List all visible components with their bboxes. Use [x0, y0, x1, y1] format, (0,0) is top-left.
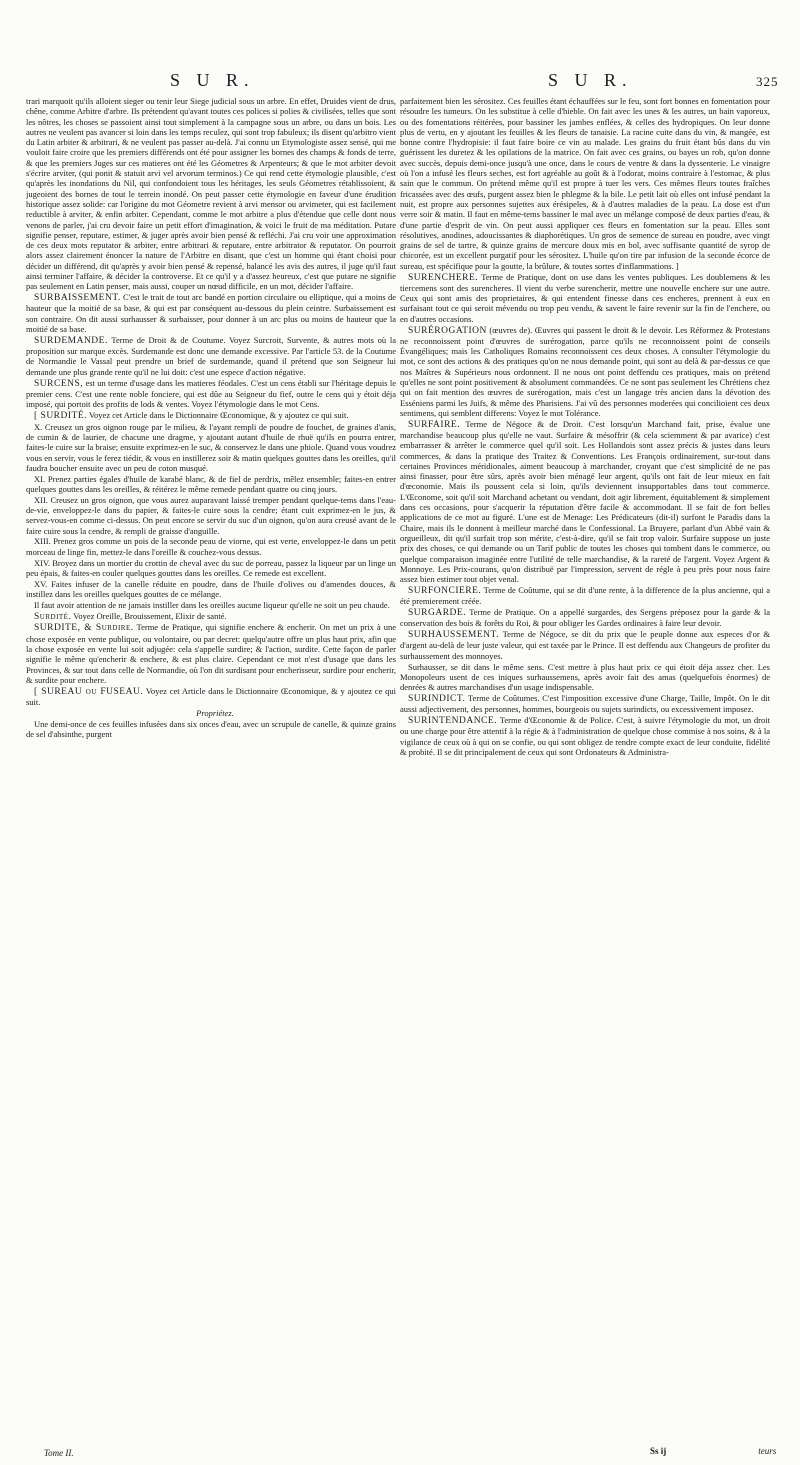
- dictionary-entry: [26, 611, 396, 622]
- entry-text: X. Creusez un gros oignon rouge par le milieu, & l'ayant rempli de poudre de fouchet, de graines d'anis, de cumin & de laurier, de chacune une dragme, y ajoutant autant d'huile de rhuë qu'ils en pourra entrer, faites-le cuire sur la braise; ensuite exprimez-en le suc, & conservez le dans une phiole. Quand vous voudrez vous en servir, vous le ferez tiédir, & vous en instillerez soir & matin quelques gouttes dans les oreilles, qu'il faudra boucher ensuite avec un peu de coton musqué.: [26, 421, 396, 473]
- dictionary-entry: [400, 607, 770, 629]
- paragraph: [26, 474, 396, 495]
- entry-text: (œuvres de). Œuvres qui passent le droit & le devoir. Les Réformez & Protestans ne reconnoissent point d'œuvres de surérogation, parce qu'ils ne reconnoissent point de conseils Évangéliques; mais les Catholiques Romains reconnoissent ces deux choses. A consulter l'étymologie du mot, ce sont des actions & des pratiques qu'on ne nous demande point, qui sont au delà & par-dessus ce que nos Maîtres & Supérieurs nous ordonnent. Il ne nous ont point deffendu ces pratiques, mais on prétend qu'elles ne sont point positivement & absolument commandées. Ce ne sont pas seulement les Chrétiens chez qui on fait mention des œuvres de surérogation, mais c'est un langage très ancien dans la dévotion des Esséniens parmi les Juifs, & même des Pharisiens. J'ai vû des personnes moderées qui concilioient ces deux sentimens, qui semblent differens: Voyez le mot Tolérance.: [400, 324, 770, 418]
- paragraph: [26, 495, 396, 536]
- dictionary-entry: [26, 410, 396, 421]
- entry-text: Terme de Négoce, se dit du prix que le peuple donne aux especes d'or & d'argent au-delà de leur juste valeur, qui est taxée par le Prince. Il est deffendu aux Changeurs de profiter du surhaussement des monnoyes.: [400, 629, 770, 661]
- entry-headword: Surdité.: [34, 611, 72, 622]
- running-head-left: S U R.: [170, 70, 255, 90]
- entry-text: C'est le trait de tout arc bandé en portion circulaire ou elliptique, qui a moins de hauteur que la moitié de sa base, & qui est par conséquent au-dessous du plein ceintre. Surbaissement est son contraire. On dit aussi surhausser & surbaisser, pour donner à un arc plus ou moins de hauteur que la moitié de sa base.: [26, 292, 396, 335]
- running-head-right: S U R.: [548, 70, 633, 90]
- volume-marker: Tome II.: [44, 1448, 74, 1458]
- entry-text: est un terme d'usage dans les matieres féodales. C'est un cens établi sur l'héritage depuis le premier cens. C'est une rente noble fonciere, qui est dûe au Seigneur du fief, outre le cens qui y étoit déja imposé, qui portoit des profits de lods & ventes. Voyez l'étymologie dans le mot Cens.: [26, 377, 396, 410]
- dictionary-entry: [400, 419, 770, 585]
- paragraph: [26, 719, 396, 740]
- paragraph: [26, 579, 396, 600]
- dictionary-entry: [26, 335, 396, 377]
- dictionary-entry: [400, 629, 770, 661]
- entry-text: XIV. Broyez dans un mortier du crottin de cheval avec du suc de porreau, passez la liqueur par un linge un peu épais, & faites-en couler quelques gouttes dans les oreilles. Ce remede est excellent.: [26, 557, 396, 578]
- entry-text: Terme de Droit & de Coutume. Voyez Surcroit, Survente, & autres mots où la proposition sur marque excès. Surdemande est donc une demande excessive. Par l'article 53. de la Coutume de Normandie le Vassal peut prendre un brief de surdemande, quand il prétend que son Seigneur lui demande une plus grande rente qu'il ne lui doit: c'est une espece d'action négative.: [26, 334, 396, 377]
- entry-text: Terme de Coûtume, qui se dit d'une rente, à la difference de la plus ancienne, qui a été premierement créée.: [400, 584, 770, 607]
- footer-right: [650, 1446, 776, 1456]
- paragraph: [26, 422, 396, 473]
- entry-text: parfaitement bien les sérositez. Ces feuilles étant échauffées sur le feu, sont fort bonnes en fomentation pour résoudre les tumeurs. On les substitue à celle d'hieble. On fait avec les unes & les autres, un bain vaporeux, ou des fomentations réitérées, pour bassiner les jambes enflées, & celles des hydropiques. On leur donne plus de vertu, en y ajoutant les feuilles & les fleurs de tanaisie. La racine cuite dans du vin, & mangée, est bonne contre l'hydropisie: il faut faire boire ce vin au malade. Les grains du fruit étant bûs dans du vin guérissent les duretez & les opilations de la matrice. On fait avec ces grains, ou bayes un rob, qu'on donne avec succès, depuis demi-once jusqu'à une once, dans le cours de ventre & dans la dyssenterie. Le vinaigre où l'on a infusé les fleurs seches, est fort agréable au goût & à l'odorat, moins contraire à l'estomac, & plus sain que le commun. On prétend même qu'il est propre à tuer les vers. Ces mêmes fleurs toutes fraîches fricassées avec des œufs, purgent assez bien le phlegme & la bile. Le petit lait où elles ont infusé pendant la nuit, est propre aux personnes sujettes aux érésipeles, & à d'autres maladies de la peau. La dose est d'un verre soir & matin. Il faut en même-tems bassiner le mal avec un mélange composé de deux parties d'eau, & d'une partie d'esprit de vin. On peut aussi appliquer ces fleurs en fomentation sur la peau. Elles sont résolutives, anodines, adoucissantes & diaphorétiques. Un gros de semence de sureau en poudre, avec vingt grains de sel de tartre, & quinze grains de mercure doux mis en bol, avec suffisante quantité de syrop de chicorée, est un excellent purgatif pour les sérositez. L'huile qu'on tire par infusion de la seconde écorce de sureau, est spécifique pour la goutte, la brûlure, & toutes sortes d'inflammations. ]: [400, 96, 770, 271]
- paragraph: [26, 96, 396, 292]
- entry-headword: SURDEMANDE.: [34, 335, 108, 346]
- entry-headword: [ SUREAU ou FUSEAU.: [34, 686, 144, 697]
- dictionary-entry: [26, 378, 396, 410]
- paragraph: [26, 600, 396, 610]
- dictionary-entry: [400, 693, 770, 715]
- entry-headword: [ SURDITÉ.: [34, 410, 88, 421]
- running-head: [0, 70, 800, 94]
- entry-text: Voyez Oreille, Brouissement, Elixir de santé.: [71, 610, 227, 621]
- paragraph: [26, 536, 396, 557]
- entry-text: Voyez cet Article dans le Dictionnaire Œconomique, & y ajoutez ce qui suit.: [26, 685, 396, 707]
- entry-text: XIII. Prenez gros comme un pois de la seconde peau de viorne, qui est verte, enveloppez-le dans un petit morceau de linge fin, mettez-le dans l'oreille & couchez-vous dessus.: [26, 536, 396, 557]
- catchword: teurs: [758, 1446, 777, 1456]
- entry-headword: SURENCHERE.: [408, 272, 479, 283]
- section-subheading: Propriétez.: [196, 707, 234, 718]
- entry-text: Terme de Pratique, dont on use dans les ventes publiques. Les doublemens & les tiercemens sont des surencheres. Il vient du verbe surencherir, mettre une nouvelle enchere sur une autre. Ceux qui sont amis des proprietaires, & qui entendent finesse dans ces encheres, prennent à eux en surfaisant tout ce qui seroit mévendu ou trop peu vendu, & savent le faire revenir sur la fin de l'enchere, ou en d'autres occasions.: [400, 271, 770, 324]
- entry-text: Terme de Pratique, qui signifie enchere & encherir. On met un prix à une chose exposée en vente publique, ou volontaire, ou par decret: quelqu'autre offre un plus haut prix, afin que la chose exposée en vente lui soit adjugée: cela s'appelle surdire; & l'action, surdite. Cette façon de parler signifie le même qu'encherir & enchere, & est plus claire. Cependant ce mot n'est d'usage que dans les Provinces, & sur tout dans celle de Normandie, où l'on dit surdisant pour encherisseur, surdire pour encherir, & surdite pour enchere.: [26, 622, 396, 685]
- entry-text: Terme de Pratique. On a appellé surgardes, des Sergens préposez pour la garde & la conservation des bois & forêts du Roi, & pour obliger les Gardes ordinaires à faire leur devoir.: [400, 607, 770, 629]
- dictionary-entry: [400, 272, 770, 324]
- entry-text: Voyez cet Article dans le Dictionnaire Œconomique, & y ajoutez ce qui suit.: [87, 409, 349, 420]
- entry-text: XV. Faites infuser de la canelle réduite en poudre, dans de l'huile d'olives ou d'amendes douces, & instillez dans les oreilles quelques gouttes de ce mélange.: [26, 578, 396, 599]
- entry-text: Terme de Coûtumes. C'est l'imposition excessive d'une Charge, Taille, Impôt. On le dit aussi adjectivement, des personnes, hommes, bourgeois ou sujets surindicts, ou excessivement imposez.: [400, 692, 770, 715]
- entry-headword: SURGARDE.: [408, 608, 467, 619]
- entry-text: Terme de Négoce & de Droit. C'est lorsqu'un Marchand fait, prise, évalue une marchandise beaucoup plus qu'elle ne vaut. Surfaire & mésoffrir (& cela sciemment & par avarice) c'est embarrasser & arrêter le commerce quel qu'il soit. Les Hollandois sont assez précis & justes dans leurs commerces, & dans la pratique des Traitez & Conventions. Les François ordinairement, sur-tout dans certaines Provinces méridionales, aiment beaucoup à marchander, croyant que c'est simplicité de ne pas ainsi finasser, pour être sûrs, après avoir bien ménagé leur argent, qu'ils ont fait de leur mieux en fait d'œconomie. Mais ils poussent cela si loin, qu'ils deviennent insupportables dans tout commerce. L'Œconome, soit qu'il soit Marchand achetant ou vendant, doit agir librement, équitablement & simplement dans ces occasions, pour s'acquerir la réputation d'être facile & accommodant. Il se fait de fort belles applications de ce mot au figuré. L'une est de Menage: Les Prédicateurs (dit-il) surfont le Paradis dans la Chaire, mais ils le donnent à meilleur marché dans le Confessional. La Bruyere, parlant d'un Abbé vain & orgueilleux, dit qu'il surfait trop son mérite, c'est-à-dire, qu'il se fait trop valoir. Surfaire suppose un juste prix des choses, ce qui demande ou un Tarif public de toutes les choses qui tombent dans le commerce, ou quelque comparaison imaginée entre l'utilité de telle marchandise, & la rareté de l'argent. Voyez Argent & Monnoye. Les Prix-courans, qu'on distribuë par l'impression, servent de régle à peu près pour nous faire assez bien estimer tout objet venal.: [400, 418, 770, 585]
- entry-headword: SURCENS,: [34, 378, 84, 389]
- left-column: [26, 96, 396, 1441]
- entry-text: Terme d'Œconomie & de Police. C'est, à suivre l'étymologie du mot, un droit ou une charge pour être attentif à la régie & à l'administration de quelque chose commise à nos soins, & à la vigilance de ceux où à qui on se confie, ou qui sont obligez de rendre compte exact de leur conduite, fidélité & probité. Il se dit principalement de ceux qui sont Ordonateurs & Administra-: [400, 715, 770, 757]
- entry-text: Surhausser, se dit dans le même sens. C'est mettre à plus haut prix ce qui étoit déja assez cher. Les Monopoleurs usent de ces iniques surhaussemens, après avoir fait des amas (quelquefois énormes) de denrées & autres marchandises d'un usage indispensable.: [400, 661, 770, 693]
- entry-headword: SURHAUSSEMENT.: [408, 630, 500, 641]
- entry-text: Il faut avoir attention de ne jamais instiller dans les oreilles aucune liqueur qu'elle ne soit un peu chaude.: [34, 599, 390, 610]
- entry-headword: SURINTENDANCE.: [408, 716, 498, 727]
- entry-text: Une demi-once de ces feuilles infusées dans six onces d'eau, avec un scrupule de canelle, & quinze grains de sel d'absinthe, purgent: [26, 718, 396, 739]
- entry-headword: SURFAIRE.: [408, 419, 461, 430]
- entry-text: XI. Prenez parties égales d'huile de karabé blanc, & de fiel de perdrix, mêlez ensemble; faites-en entrer quelques gouttes dans les oreilles, & réitérez le même remede pendant quatre ou cinq jours.: [26, 473, 396, 494]
- paragraph: [400, 96, 770, 271]
- entry-headword: SURBAISSEMENT.: [34, 293, 121, 304]
- entry-headword: SURÉROGATION: [408, 325, 487, 336]
- entry-headword: SURDITE, & Surdire.: [34, 623, 134, 634]
- right-column: [400, 96, 770, 1441]
- paragraph: [400, 662, 770, 693]
- signature-mark: Ss ij: [650, 1446, 667, 1456]
- entry-text: XII. Creusez un gros oignon, que vous aurez auparavant laissé tremper pendant quelque-tems dans l'eau-de-vie, enveloppez-le dans du papier, & faites-le cuire sous la cendre; étant cuit exprimez-en le jus, & servez-vous-en comme ci-dessus. On peut encore se servir du suc d'un oignon, qu'on aura creusé avant de le faire cuire sous la cendre, & rempli de graisse d'anguille.: [26, 494, 396, 536]
- dictionary-entry: [400, 325, 770, 419]
- dictionary-entry: [400, 585, 770, 607]
- dictionary-entry: [26, 686, 396, 708]
- entry-headword: SURFONCIERE.: [408, 585, 482, 596]
- entry-headword: SURINDICT.: [408, 693, 466, 704]
- dictionary-entry: [26, 292, 396, 334]
- entry-text: trari marquoit qu'ils alloient sieger ou tenir leur Siege judicial sous un arbre. En effet, Druides vient de drus, chêne, comme Arbitre d'arbre. Ils prétendent qu'avant toutes ces polices si polies & civilisées, telles que sont les nôtres, les choses se passoient ainsi tout simplement à la campagne sous un arbre, ou dans un bois. Les autres ne veulent pas avancer si loin dans les temps reculez, qui sont trop fabuleux; ils disent qu'arbitro vient du Latin arbiter & arbitrari, & ne veulent pas passer au-delà. J'ai connu un Etymologiste assez sensé, qui me vouloit faire croire que les premiers différends ont été pour assigner les bornes des champs & fonds de terre, & que les premiers Juges sur ces matieres ont été les Géometres & Arpenteurs; & que le mot arbiter devoit s'écrire arviter, (qui ponit & statuit arvi vel arvorum terminos.) Ce qui rend cette étymologie plausible, c'est qu'après les inondations du Nil, qui confondoient tous les héritages, les seuls Géometres rétablissoient, & jugeoient des bornes de tout le terrein inondé. On peut passer cette étymologie en faveur d'une érudition historique assez solide: car l'origine du mot Géometre revient à arvi mensor ou arvimeter, qui est facilement reductible à arviter, & enfin arbiter. Cependant, comme le mot arbitre a plus d'étendue que celle dont nous venons de parler, j'ai cru devoir faire un petit effort d'imagination, & voici le fruit de ma méditation. Putare signifie penser, reputare, estimer, & juger après avoir bien pensé & refléchi. J'ai cru voir une approximation de ces deux mots reputator & arbiter, entre arbitrari & reputare, entre arbitrator & reputator. On pourroit alors assez clairement énoncer la nature de l'Arbitre en disant, que c'est un homme qui étant choisi pour décider un différend, dit qu'après y avoir bien pensé & repensé, balancé les avis des autres, il juge qu'il faut ainsi terminer l'affaire, & décider la controverse. Et ce qu'il y a d'assez heureux, c'est que putare ne signifie pas seulement en Latin penser, mais aussi, couper un nœud difficile, en un mot, décider l'affaire.: [26, 96, 396, 292]
- dictionary-entry: [400, 715, 770, 757]
- paragraph: [26, 558, 396, 579]
- page-number: 325: [756, 74, 779, 89]
- dictionary-entry: [26, 622, 396, 685]
